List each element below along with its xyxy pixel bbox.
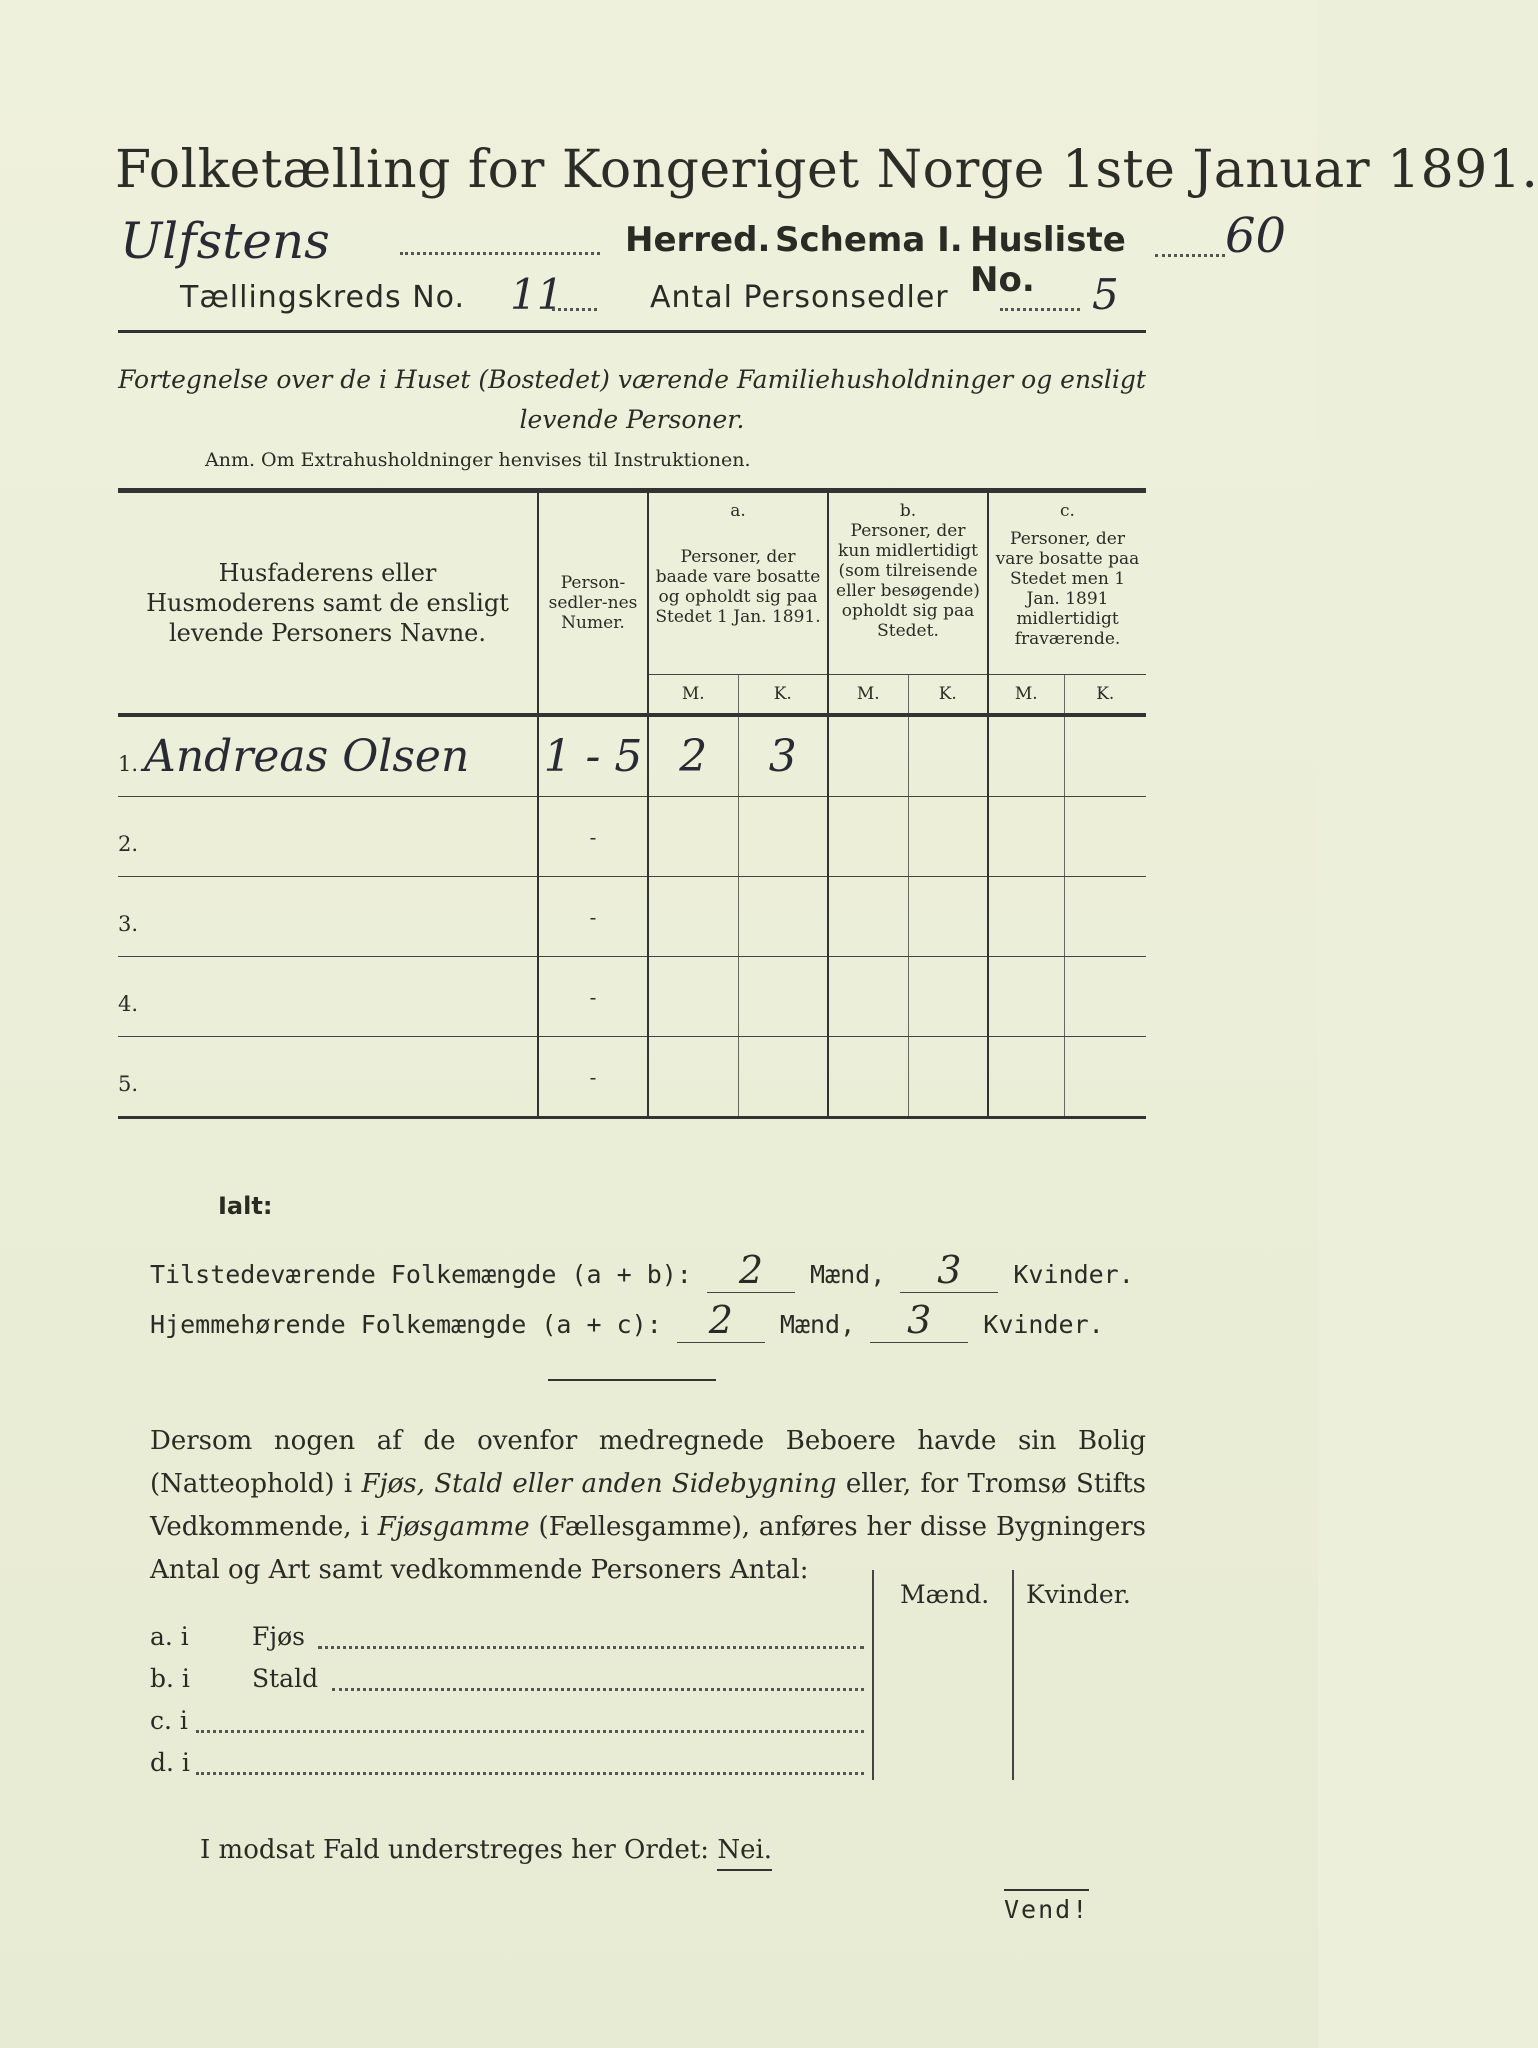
- dotted-leader: [196, 1730, 864, 1733]
- person-name-cell: [118, 957, 538, 1037]
- resident-k-value: 3: [870, 1298, 968, 1343]
- para-part-2: eller, for Tromsø Stifts Vedkommende, i: [150, 1469, 1146, 1542]
- anm-note: Anm. Om Extrahusholdninger henvises til Instruktionen.: [205, 449, 751, 471]
- a-m-cell: [648, 877, 738, 957]
- b-k-cell: [908, 715, 988, 797]
- col-c-k: K.: [1096, 684, 1115, 704]
- table-row: [118, 1037, 1146, 1118]
- b-m-cell: [828, 715, 908, 797]
- maend-label: Mænd,: [779, 1310, 856, 1339]
- row-number: 2.: [118, 832, 139, 856]
- c-m-cell: [988, 877, 1064, 957]
- municipality-name: Ulfstens: [120, 212, 330, 270]
- kvinder-label: Kvinder.: [983, 1310, 1104, 1339]
- buildings-kvinder-header: Kvinder.: [1026, 1580, 1131, 1609]
- taellingskreds-number: 11: [510, 270, 564, 319]
- col-header-name: Husfaderens eller Husmoderens samt de ensligt levende Personers Navne.: [118, 491, 538, 716]
- a-m-cell: [648, 797, 738, 877]
- b-k-cell: [908, 797, 988, 877]
- resident-label: Hjemmehørende Folkemængde (a + c):: [150, 1310, 662, 1339]
- col-a-letter: a.: [730, 501, 746, 521]
- a-k-cell: [738, 715, 828, 797]
- dotted-leader: [1000, 308, 1080, 311]
- household-table: [118, 488, 1146, 1119]
- col-c-letter: c.: [1060, 501, 1075, 521]
- row-number: 3.: [118, 912, 139, 936]
- para-italic-1: Fjøs, Stald eller anden Sidebygning: [361, 1469, 837, 1499]
- col-a-k: K.: [738, 675, 828, 716]
- c-k-cell: [1064, 957, 1146, 1037]
- person-name-cell: [118, 1037, 538, 1118]
- intro-text: [118, 360, 1146, 440]
- nei-word: Nei.: [717, 1835, 772, 1871]
- row-b-text: Stald: [252, 1664, 319, 1693]
- c-k-cell: [1064, 1037, 1146, 1118]
- col-b-text: Personer, der kun midlertidigt (som tilreisende eller besøgende) opholdt sig paa Stedet.: [836, 521, 980, 641]
- col-c-m: M.: [988, 675, 1064, 716]
- a-m-cell: [648, 1037, 738, 1118]
- table-row: [118, 797, 1146, 877]
- c-k-cell: [1064, 797, 1146, 877]
- personsedler-number-cell: [538, 877, 648, 957]
- c-m-cell: [988, 715, 1064, 797]
- modsat-line: [200, 1835, 772, 1865]
- b-m-cell: [828, 1037, 908, 1118]
- intro-line-1: Fortegnelse over de i Huset (Bostedet) værende Familiehusholdninger og ensligt: [118, 365, 1146, 394]
- row-d-label: d. i: [150, 1748, 190, 1777]
- person-name-cell: [118, 797, 538, 877]
- buildings-divider: [1012, 1570, 1014, 1780]
- schema-label: Schema I.: [775, 220, 963, 260]
- a-k-cell: [738, 1037, 828, 1118]
- modsat-label: I modsat Fald understreges her Ordet:: [200, 1835, 710, 1865]
- dotted-leader: [400, 252, 600, 255]
- a-k-cell: [738, 877, 828, 957]
- person-name: Andreas Olsen: [144, 731, 470, 782]
- personsedler-number-value: -: [589, 1064, 597, 1089]
- vend-text: Vend!: [1004, 1889, 1089, 1924]
- present-label: Tilstedeværende Folkemængde (a + b):: [150, 1260, 692, 1289]
- a-m-cell: [648, 957, 738, 1037]
- row-c-label: c. i: [150, 1706, 188, 1735]
- col-b-k: K.: [908, 675, 988, 716]
- c-k-cell: [1064, 877, 1146, 957]
- b-m-cell: [828, 797, 908, 877]
- separator-rule: [548, 1379, 716, 1381]
- herred-label: Herred.: [625, 220, 771, 260]
- row-a-text: Fjøs: [252, 1622, 305, 1651]
- col-b-m: M.: [828, 675, 908, 716]
- ialt-label: Ialt:: [218, 1192, 273, 1220]
- present-total-line: [150, 1248, 1134, 1293]
- col-header-b: [828, 491, 988, 675]
- a-m-cell: [648, 715, 738, 797]
- resident-m-value: 2: [677, 1298, 765, 1343]
- husliste-number: 60: [1225, 208, 1287, 264]
- maend-label: Mænd,: [809, 1260, 886, 1289]
- intro-line-2: levende Personer.: [519, 405, 745, 434]
- personsedler-number-value: -: [589, 904, 597, 929]
- person-name-cell: [118, 877, 538, 957]
- b-k-cell: [908, 957, 988, 1037]
- present-m-value: 2: [707, 1248, 795, 1293]
- c-m-cell: [988, 797, 1064, 877]
- dotted-leader: [318, 1646, 864, 1649]
- buildings-divider: [872, 1570, 874, 1780]
- antal-label: Antal Personsedler: [650, 280, 949, 315]
- col-c-text: Personer, der vare bosatte paa Stedet men 1 Jan. 1891 midlertidigt fraværende.: [995, 529, 1140, 649]
- col-a-text: Personer, der baade vare bosatte og opholdt sig paa Stedet 1 Jan. 1891.: [655, 547, 821, 627]
- row-number: 4.: [118, 992, 139, 1016]
- col-a-m: M.: [648, 675, 738, 716]
- a-k-cell: [738, 957, 828, 1037]
- table-row: [118, 957, 1146, 1037]
- b-m-cell: [828, 877, 908, 957]
- row-number: 5.: [118, 1072, 139, 1096]
- antal-number: 5: [1092, 270, 1119, 319]
- resident-total-line: [150, 1298, 1104, 1343]
- row-a-label: a. i: [150, 1622, 189, 1651]
- buildings-paragraph: [150, 1420, 1146, 1592]
- buildings-table: [150, 1570, 1146, 1790]
- personsedler-number-cell: [538, 715, 648, 797]
- col-header-a: [648, 491, 828, 675]
- present-k-value: 3: [900, 1248, 998, 1293]
- b-k-cell: [908, 877, 988, 957]
- c-k-cell: [1064, 715, 1146, 797]
- personsedler-number-cell: [538, 957, 648, 1037]
- a-m-value: 2: [679, 731, 708, 782]
- buildings-maend-header: Mænd.: [900, 1580, 990, 1609]
- para-part-1: Dersom nogen af de ovenfor medregnede Beboere havde sin Bolig (Natteophold) i: [150, 1426, 1146, 1499]
- b-k-cell: [908, 1037, 988, 1118]
- b-m-cell: [828, 957, 908, 1037]
- form-title: Folketælling for Kongeriget Norge 1ste Januar 1891.: [115, 140, 1538, 200]
- husliste-label: Husliste No.: [970, 220, 1126, 300]
- c-m-cell: [988, 957, 1064, 1037]
- a-k-value: 3: [768, 731, 797, 782]
- person-name-cell: [118, 715, 538, 797]
- personsedler-number-value: -: [589, 984, 597, 1009]
- table-row: [118, 877, 1146, 957]
- vend-label: [1004, 1895, 1089, 1924]
- header-row-2: [180, 272, 1180, 322]
- para-italic-2: Fjøsgamme: [377, 1512, 530, 1542]
- kvinder-label: Kvinder.: [1013, 1260, 1134, 1289]
- c-m-cell: [988, 1037, 1064, 1118]
- col-b-letter: b.: [899, 501, 917, 521]
- personsedler-number-value: 1 - 5: [543, 731, 643, 782]
- header-rule: [118, 330, 1146, 333]
- taellingskreds-label: Tællingskreds No.: [180, 280, 465, 315]
- a-k-cell: [738, 797, 828, 877]
- row-number: 1.: [118, 752, 139, 776]
- personsedler-number-cell: [538, 797, 648, 877]
- table-row: [118, 715, 1146, 797]
- dotted-leader: [552, 308, 597, 311]
- row-b-label: b. i: [150, 1664, 190, 1693]
- personsedler-number-cell: [538, 1037, 648, 1118]
- dotted-leader: [1155, 254, 1225, 257]
- col-header-c: [988, 491, 1146, 675]
- dotted-leader: [332, 1688, 864, 1691]
- para-part-3: (Fællesgamme), anføres her disse Bygningers Antal og Art samt vedkommende Personers Antal:: [150, 1512, 1146, 1585]
- col-header-num: Person-sedler-nes Numer.: [538, 491, 648, 716]
- personsedler-number-value: -: [589, 824, 597, 849]
- dotted-leader: [196, 1772, 864, 1775]
